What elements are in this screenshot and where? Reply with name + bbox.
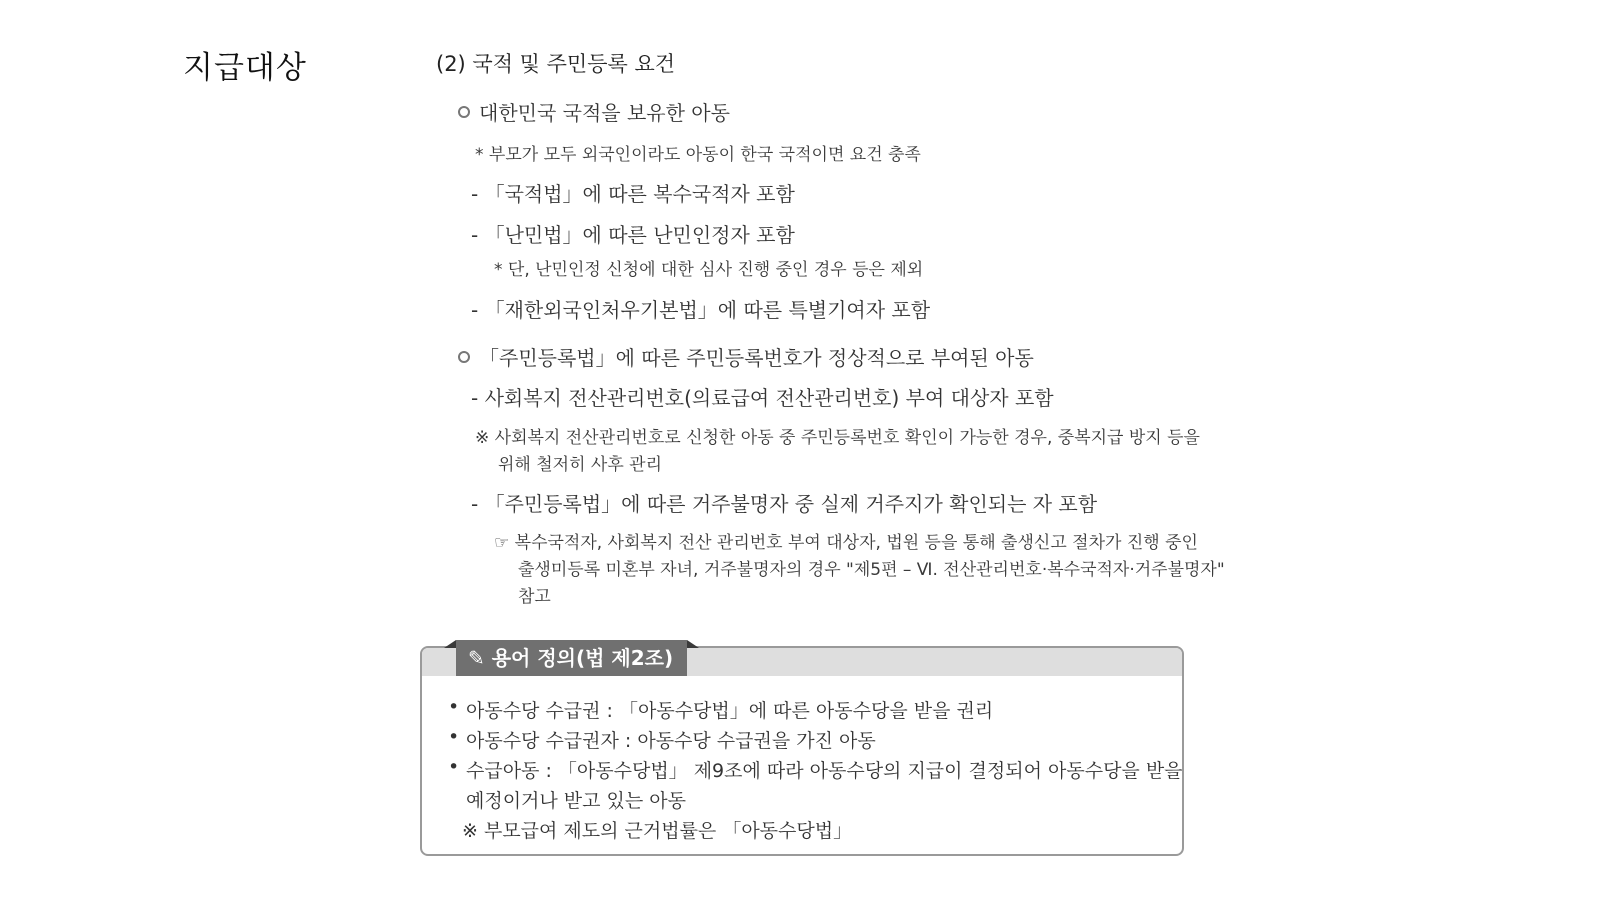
definition-item <box>448 696 994 723</box>
block2-pointer-line1: ☞ 복수국적자, 사회복지 전산 관리번호 부여 대상자, 법원 등을 통해 출생신고 절차가 진행 중인 <box>494 533 1198 553</box>
block2-ref-line2: 위해 철저히 사후 관리 <box>498 455 663 475</box>
block2-pointer-line3: 참고 <box>518 587 551 607</box>
circle-bullet-icon <box>458 351 470 363</box>
definition-item-text: 아동수당 수급권자 : 아동수당 수급권을 가진 아동 <box>466 730 876 752</box>
section-heading: (2) 국적 및 주민등록 요건 <box>436 52 676 76</box>
block1-dash3: - 「재한외국인처우기본법」에 따른 특별기여자 포함 <box>471 298 931 322</box>
block2-dash1: - 사회복지 전산관리번호(의료급여 전산관리번호) 부여 대상자 포함 <box>471 386 1054 410</box>
block1-note1: * 부모가 모두 외국인이라도 아동이 한국 국적이면 요건 충족 <box>475 145 921 165</box>
definition-box <box>420 646 1184 856</box>
definition-item <box>448 726 876 753</box>
definition-item-text: 수급아동 : 「아동수당법」 제9조에 따라 아동수당의 지급이 결정되어 아동수당을 받을 <box>466 760 1183 782</box>
definition-item <box>448 756 1183 783</box>
definition-footnote: ※ 부모급여 제도의 근거법률은 「아동수당법」 <box>462 820 853 842</box>
page-title: 지급대상 <box>183 50 307 86</box>
circle-bullet-icon <box>458 106 470 118</box>
block1-note2: * 단, 난민인정 신청에 대한 심사 진행 중인 경우 등은 제외 <box>494 260 924 280</box>
block2-pointer-line2: 출생미등록 미혼부 자녀, 거주불명자의 경우 "제5편 – Ⅵ. 전산관리번호·복수국적자·거주불명자" <box>518 560 1225 580</box>
definition-box-title: ✎ 용어 정의(법 제2조) <box>456 640 687 676</box>
bullet-dot-icon: • <box>448 696 460 718</box>
definition-item-continuation: 예정이거나 받고 있는 아동 <box>466 790 687 812</box>
bullet-dot-icon: • <box>448 756 460 778</box>
definition-item-text: 아동수당 수급권 : 「아동수당법」에 따른 아동수당을 받을 권리 <box>466 700 994 722</box>
block1-dash1: - 「국적법」에 따른 복수국적자 포함 <box>471 182 795 206</box>
block2-dash2: - 「주민등록법」에 따른 거주불명자 중 실제 거주지가 확인되는 자 포함 <box>471 492 1098 516</box>
block1-dash2: - 「난민법」에 따른 난민인정자 포함 <box>471 223 795 247</box>
block2-bullet-text: 「주민등록법」에 따른 주민등록번호가 정상적으로 부여된 아동 <box>479 346 1034 370</box>
block1-bullet <box>458 97 730 126</box>
block2-ref-line1: ※ 사회복지 전산관리번호로 신청한 아동 중 주민등록번호 확인이 가능한 경우, 중복지급 방지 등을 <box>475 428 1200 448</box>
bullet-dot-icon: • <box>448 726 460 748</box>
block1-bullet-text: 대한민국 국적을 보유한 아동 <box>479 101 730 125</box>
block2-bullet <box>458 342 1034 371</box>
